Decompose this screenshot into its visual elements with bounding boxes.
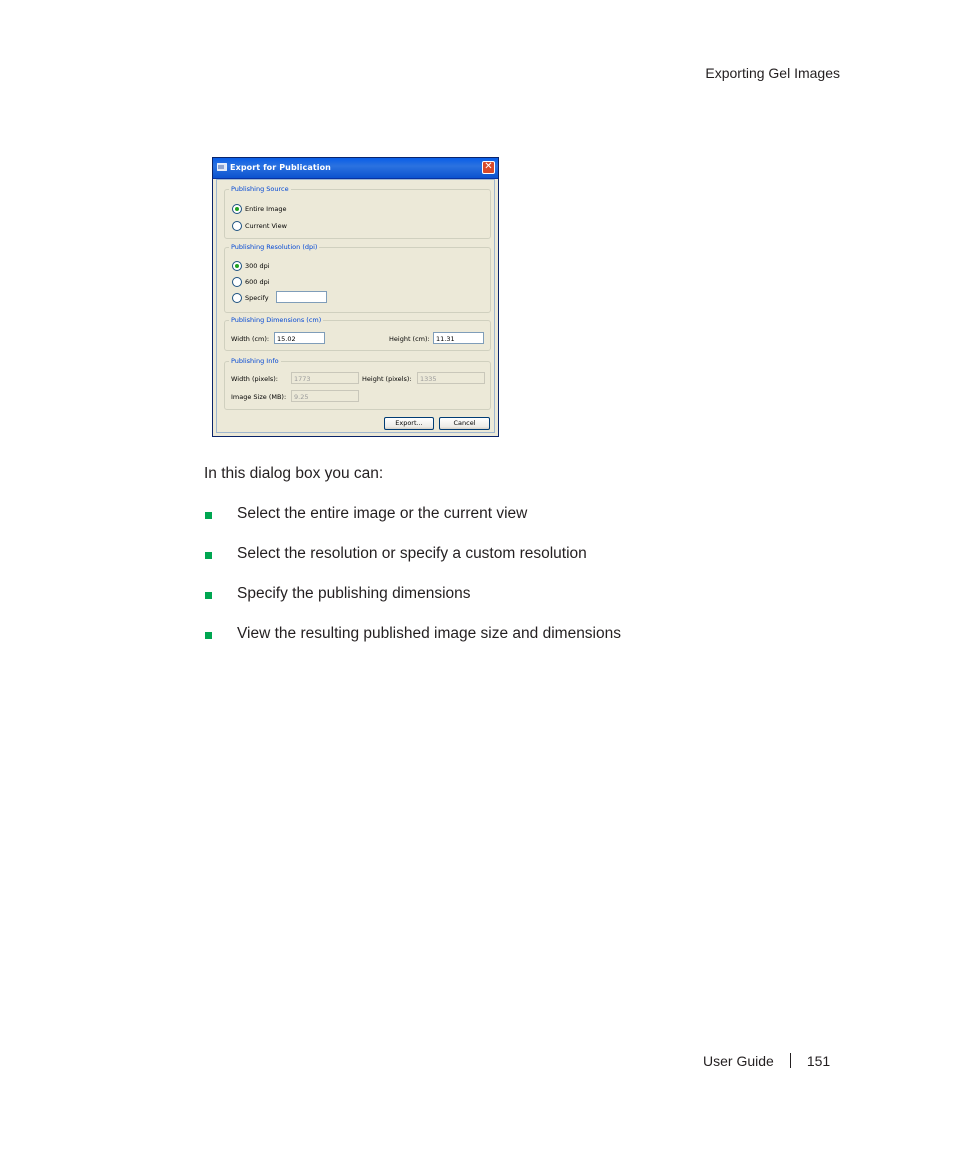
footer-divider bbox=[790, 1053, 791, 1068]
width-cm-label: Width (cm): bbox=[231, 335, 270, 343]
height-pixels-label: Height (pixels): bbox=[362, 375, 412, 383]
bullet-square-icon bbox=[205, 592, 212, 599]
publishing-info-group bbox=[224, 357, 491, 410]
height-cm-input[interactable]: 11.31 bbox=[433, 332, 484, 344]
600-dpi-label: 600 dpi bbox=[245, 278, 270, 286]
footer-guide-label: User Guide bbox=[703, 1053, 774, 1069]
publishing-info-legend: Publishing Info bbox=[231, 357, 279, 365]
specify-radio[interactable] bbox=[232, 293, 242, 303]
width-cm-input[interactable]: 15.02 bbox=[274, 332, 325, 344]
width-pixels-label: Width (pixels): bbox=[231, 375, 278, 383]
running-header: Exporting Gel Images bbox=[705, 65, 840, 81]
page-footer bbox=[703, 1053, 830, 1069]
cancel-button[interactable]: Cancel bbox=[439, 417, 490, 430]
app-icon bbox=[217, 162, 227, 172]
current-view-radio[interactable] bbox=[232, 221, 242, 231]
300-dpi-label: 300 dpi bbox=[245, 262, 270, 270]
bullet-square-icon bbox=[205, 632, 212, 639]
current-view-label: Current View bbox=[245, 222, 287, 230]
publishing-resolution-group bbox=[224, 243, 491, 313]
specify-dpi-input[interactable] bbox=[276, 291, 327, 303]
publishing-source-legend: Publishing Source bbox=[231, 185, 289, 193]
entire-image-radio[interactable] bbox=[232, 204, 242, 214]
dialog-content bbox=[216, 179, 495, 433]
list-item-text: View the resulting published image size and dimensions bbox=[237, 625, 621, 642]
page-number: 151 bbox=[806, 1053, 831, 1069]
300-dpi-radio[interactable] bbox=[232, 261, 242, 271]
close-button[interactable] bbox=[482, 161, 495, 174]
image-size-field: 9.25 bbox=[291, 390, 359, 402]
publishing-dimensions-legend: Publishing Dimensions (cm) bbox=[231, 316, 322, 324]
bullet-square-icon bbox=[205, 552, 212, 559]
list-item-text: Select the resolution or specify a custom resolution bbox=[237, 545, 587, 562]
list-item-text: Select the entire image or the current view bbox=[237, 505, 528, 522]
entire-image-label: Entire Image bbox=[245, 205, 287, 213]
dialog-title: Export for Publication bbox=[230, 163, 331, 172]
intro-paragraph: In this dialog box you can: bbox=[204, 465, 384, 482]
export-for-publication-dialog bbox=[212, 157, 499, 437]
600-dpi-radio[interactable] bbox=[232, 277, 242, 287]
width-pixels-field: 1773 bbox=[291, 372, 359, 384]
publishing-dimensions-group bbox=[224, 316, 491, 351]
dialog-titlebar[interactable] bbox=[213, 158, 498, 179]
image-size-label: Image Size (MB): bbox=[231, 393, 287, 401]
bullet-square-icon bbox=[205, 512, 212, 519]
list-item-text: Specify the publishing dimensions bbox=[237, 585, 471, 602]
publishing-source-group bbox=[224, 185, 491, 239]
close-icon: ✕ bbox=[484, 161, 493, 172]
height-cm-label: Height (cm): bbox=[389, 335, 430, 343]
export-button[interactable]: Export... bbox=[384, 417, 434, 430]
specify-label: Specify bbox=[245, 294, 269, 302]
publishing-resolution-legend: Publishing Resolution (dpi) bbox=[231, 243, 318, 251]
height-pixels-field: 1335 bbox=[417, 372, 485, 384]
